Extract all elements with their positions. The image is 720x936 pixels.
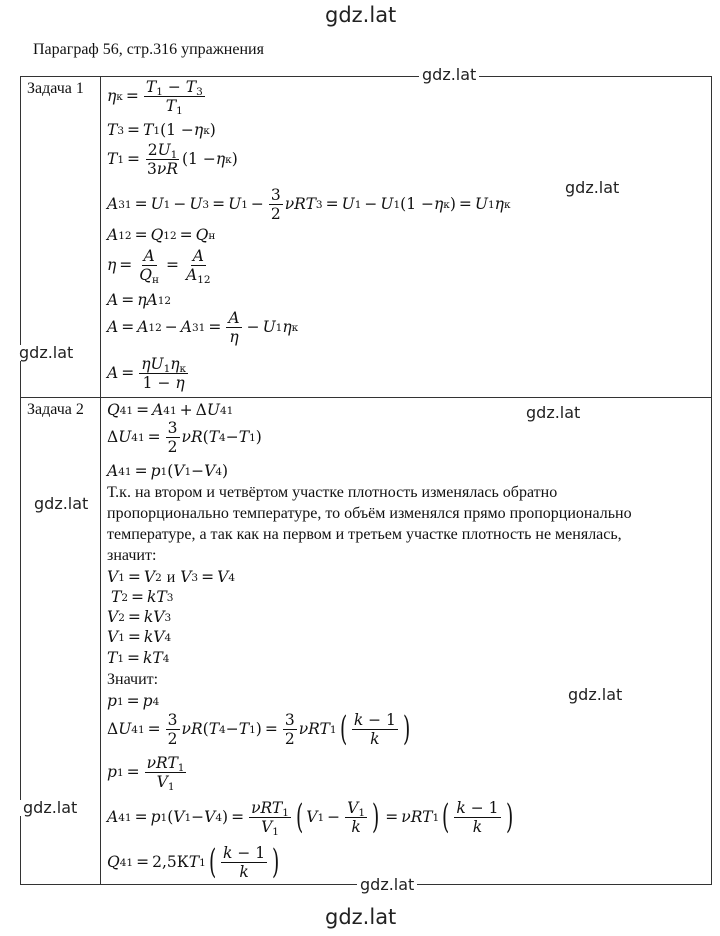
watermark-left-3: gdz.lat — [20, 800, 80, 816]
formula-v1: V 1 = kV 4 — [107, 628, 172, 646]
watermark-right-2: gdz.lat — [523, 405, 583, 421]
formula-p1: p 1 = $\frac{\nu RT_1}{V_1}$ — [107, 754, 185, 794]
formula-a41-expanded: A 41 = p 1 ( V 1 − V 4 ) = $\frac{\nu RT_1}{V_1}$ ( V 1 − $\frac{V_1}{k}$ ) = νRT 1 ( $\frac{k - 1}{k}$ ) — [107, 797, 513, 839]
table-row-divider — [20, 397, 712, 398]
formula-du41: Δ U 41 = $\frac{3}{2}$ νR ( T 4 − T 1 ) — [107, 419, 262, 457]
formula-a12: A 12 = Q 12 = Q н — [107, 226, 216, 244]
watermark-bottom: gdz.lat — [322, 907, 399, 928]
page-heading: Параграф 56, стр.316 упражнения — [33, 41, 264, 58]
watermark-table-top: gdz.lat — [419, 67, 479, 83]
watermark-right-3: gdz.lat — [565, 687, 625, 703]
formula-a31: A 31 = U 1 − U 3 = U 1 − $\frac{3}{2}$ νRT 3 = U 1 − U 1 (1 − η к ) = U 1 η к — [107, 186, 511, 224]
task1-label: Задача 1 — [27, 80, 84, 97]
formula-v-equal: V 1 = V 2 и V 3 = V 4 — [107, 568, 235, 587]
watermark-top: gdz.lat — [322, 5, 399, 26]
table-column-divider — [100, 76, 101, 885]
formula-v2: V 2 = kV 3 — [107, 608, 172, 626]
watermark-table-bottom: gdz.lat — [357, 877, 417, 893]
formula-t1-k: T 1 = kT 4 — [107, 649, 170, 667]
formula-t1: T 1 = $\frac{2U_1}{3\nu R}$ (1 − η к ) — [107, 141, 238, 179]
formula-q41: Q 41 = A 41 + Δ U 41 — [107, 401, 234, 419]
watermark-left-2: gdz.lat — [31, 496, 91, 512]
watermark-right-1: gdz.lat — [562, 180, 622, 196]
formula-du41-expanded: Δ U 41 = $\frac{3}{2}$ νR ( T 4 − T 1 ) = $\frac{3}{2}$ νRT 1 ( $\frac{k - 1}{k}$ ) — [107, 709, 411, 750]
task2-label: Задача 2 — [27, 401, 84, 418]
explanation-line-3: температуре, а так как на первом и третьем участке плотность не менялась, — [107, 526, 622, 543]
watermark-left-1: gdz.lat — [16, 345, 76, 361]
table-top-border — [20, 76, 712, 77]
coefficient: 2,5 — [152, 853, 177, 872]
formula-p1-p4: p 1 = p 4 — [107, 692, 160, 710]
formula-t3: T 3 = T 1 (1 − η к ) — [107, 121, 216, 139]
explanation-line-4: значит: — [107, 547, 157, 564]
formula-q41-result: Q 41 = 2,5 К T 1 ( $\frac{k - 1}{k}$ ) — [107, 842, 280, 883]
table-right-border — [711, 76, 712, 885]
table-left-border — [20, 76, 21, 885]
formula-a-result: A = $\frac{\eta U_1\eta_к}{1 - \eta}$ — [107, 355, 187, 393]
formula-eta: η = $\frac{A}{Q_н}$ = $\frac{A}{A_{12}}$ — [107, 247, 211, 287]
formula-efficiency: η к = $\frac{T_1 - T_3}{T_1}$ — [107, 78, 203, 118]
explanation-line-1: Т.к. на втором и четвёртом участке плотность изменялась обратно — [107, 484, 558, 501]
formula-t2: T 2 = kT 3 — [111, 588, 174, 606]
formula-a-eta: A = ηA 12 — [107, 291, 172, 309]
unit-k: К — [176, 853, 189, 872]
formula-a-diff: A = A 12 − A 31 = $\frac{A}{\eta}$ − U 1 η к — [107, 309, 299, 347]
word-thus: Значит: — [107, 671, 159, 688]
explanation-line-2: пропорционально температуре, то объём изменялся прямо пропорционально — [107, 505, 632, 522]
word-and: и — [166, 569, 176, 586]
formula-a41: A 41 = p 1 ( V 1 − V 4 ) — [107, 462, 229, 480]
